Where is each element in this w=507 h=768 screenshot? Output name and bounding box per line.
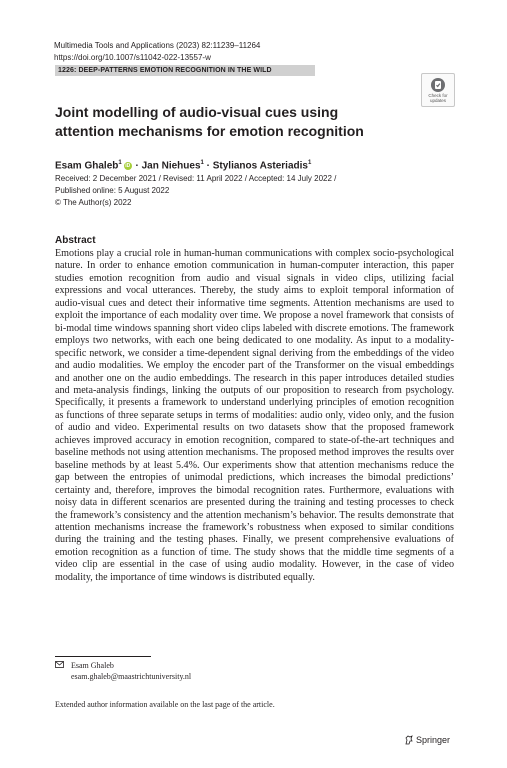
check-for-updates-line1: Check for [428,93,448,98]
section-banner [55,65,315,76]
journal-doi-link[interactable]: https://doi.org/10.1007/s11042-022-13557-w [54,53,211,62]
publisher-name: Springer [416,735,451,745]
author-affiliation: 1 [118,160,122,166]
extended-author-info: Extended author information available on the last page of the article. [55,700,275,709]
check-for-updates-line2: updates [429,98,446,103]
author-name[interactable]: Esam Ghaleb [55,160,119,172]
footnote-divider [55,656,151,657]
author-name[interactable]: Jan Niehues [141,160,201,172]
correspondence-email[interactable]: esam.ghaleb@maastrichtuniversity.nl [71,672,192,681]
dates-line-2: Published online: 5 August 2022 [55,186,170,195]
copyright: © The Author(s) 2022 [55,198,132,207]
section-banner-text: 1226: DEEP-PATTERNS EMOTION RECOGNITION IN THE WILD [58,67,272,74]
check-for-updates-badge[interactable] [421,73,455,107]
abstract-heading: Abstract [55,235,96,246]
check-for-updates-icon [430,77,446,93]
envelope-icon [55,660,71,671]
author-affiliation: 1 [307,160,312,166]
publication-dates [55,173,336,209]
correspondence-name: Esam Ghaleb [71,661,114,670]
correspondence-footnote [55,660,191,682]
springer-horse-icon [404,735,414,748]
author-affiliation: 1 [200,160,204,166]
author-separator: · [203,160,213,172]
article-title: Joint modelling of audio-visual cues using attention mechanisms for emotion recognition [55,104,364,139]
orcid-icon[interactable]: iD [125,163,131,170]
author-list [55,157,311,172]
check-for-updates-label [422,93,454,103]
publisher-logo [404,734,450,748]
dates-line-1: Received: 2 December 2021 / Revised: 11 April 2022 / Accepted: 14 July 2022 / [55,174,337,183]
journal-citation: Multimedia Tools and Applications (2023) 82:11239–11264 [54,41,261,50]
author-name[interactable]: Stylianos Asteriadis [212,160,308,172]
abstract-text: Emotions play a crucial role in human-human communications with complex socio-psychological nature. In order to enhance emotion communication in human-computer interaction, this paper studies emotion recognition from audio and visual signals in video clips, utilizing facial expressions and vocal utterances. Thereby, the study aims to exploit temporal information of audio-visual cues and detect their informative time segments. Attention mechanisms are used to exploit the importance of each modality over time. We propose a novel framework that consists of bi-modal time windows spanning short video clips labeled with discrete emotions. The framework employs two networks, with each one being dedicated to one modality. As input to a modality-specific network, we consider a time-dependent signal deriving from the embeddings of the video and audio modalities. We employ the encoder part of the Transformer on the visual embeddings and another one on the audio embeddings. The research in this paper introduces detailed studies and meta-analysis findings, linking the outputs of our proposition to research from psychology. Specifically, it presents a framework to understand underlying principles of emotion recognition as functions of three separate setups in terms of modalities: audio only, video only, and the fusion of audio and video. Experimental results on two datasets show that the proposed framework achieves improved accuracy in emotion recognition, compared to state-of-the-art techniques and baseline methods not using attention mechanisms. The proposed method improves the results over baseline methods by at least 5.4%. Our experiments show that attention mechanisms reduce the gap between the entropies of unimodal predictions, which increases the bimodal predictions’ certainty and, therefore, improves the bimodal recognition rates. Furthermore, evaluations with noisy data in different scenarios are presented during the training and testing processes to check the framework’s consistency and the attention mechanism’s behavior. The results demonstrate that attention mechanisms increase the framework’s robustness when exposed to similar conditions during the training and the testing phases. Finally, we present comprehensive evaluations of emotion recognition as a function of time. The study shows that the middle time segments of a video clip are essential in the case of using audio modality. However, in the case of video modality, the importance of time windows is distributed equally. [55,248,454,583]
author-separator: · [132,160,142,172]
journal-header [54,40,260,64]
